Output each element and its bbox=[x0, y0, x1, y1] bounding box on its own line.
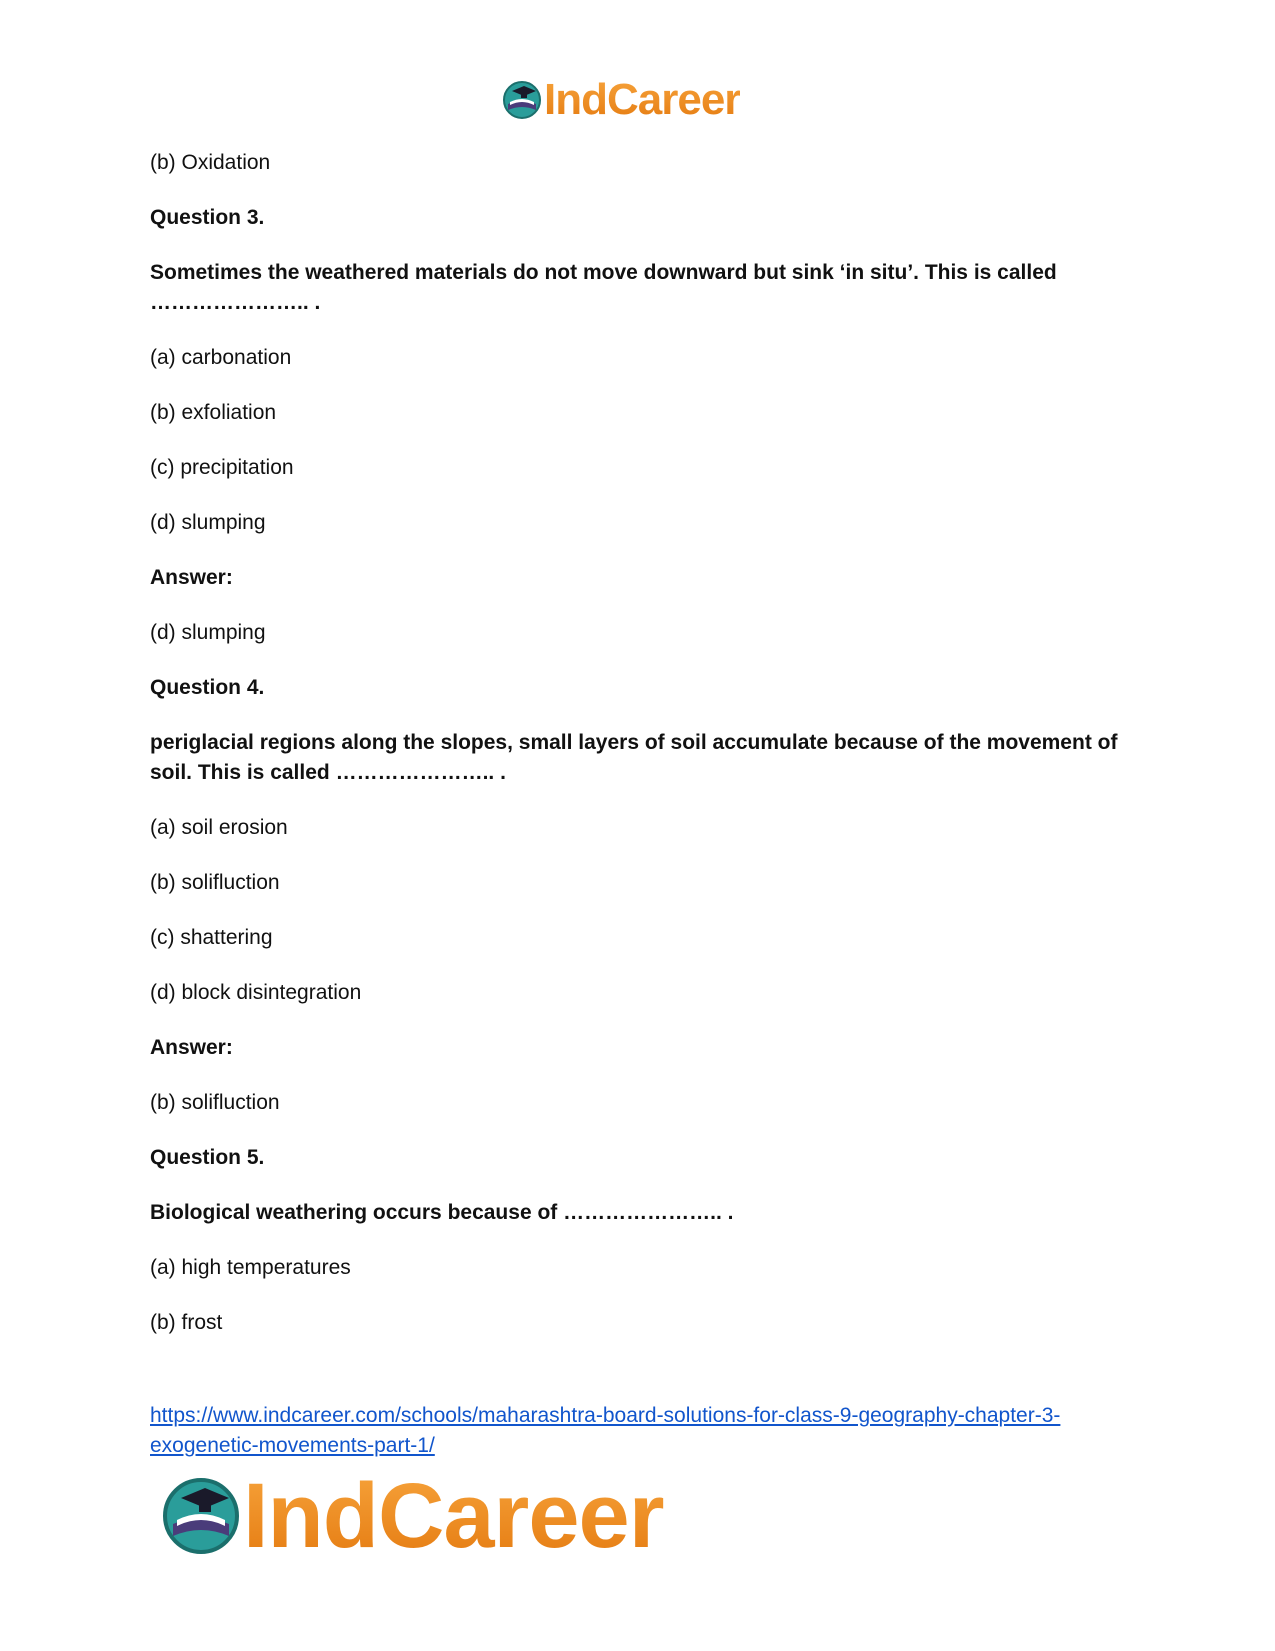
option-text: (b) solifluction bbox=[150, 1091, 280, 1114]
question-text: Question 3. bbox=[150, 206, 265, 229]
option-text: (d) slumping bbox=[150, 511, 266, 534]
question-text: Answer: bbox=[150, 1036, 233, 1059]
option-text: (a) carbonation bbox=[150, 346, 292, 369]
question-text: Sometimes the weathered materials do not move downward but sink ‘in situ’. This is called ………………….. . bbox=[150, 261, 1057, 314]
document-body bbox=[150, 148, 1140, 1363]
option-text: (d) block disintegration bbox=[150, 981, 362, 1004]
option-text: (a) high temperatures bbox=[150, 1256, 351, 1279]
option-text: (c) shattering bbox=[150, 926, 273, 949]
question-text: periglacial regions along the slopes, small layers of soil accumulate because of the movement of soil. This is called ………………….. . bbox=[150, 731, 1118, 784]
option-text: (d) slumping bbox=[150, 621, 266, 644]
source-link[interactable]: https://www.indcareer.com/schools/maharashtra-board-solutions-for-class-9-geography-chapter-3-exogenetic-movements-part-1/ bbox=[150, 1404, 1061, 1457]
globe-book-icon bbox=[161, 1476, 241, 1556]
option-text: (b) Oxidation bbox=[150, 151, 271, 174]
option-text: (b) exfoliation bbox=[150, 401, 277, 424]
question-text: Biological weathering occurs because of ………………….. . bbox=[150, 1201, 734, 1224]
logo-wordmark: IndCareer bbox=[243, 1465, 664, 1567]
question-text: Answer: bbox=[150, 566, 233, 589]
question-text: Question 4. bbox=[150, 676, 265, 699]
globe-book-icon bbox=[502, 80, 542, 120]
option-text: (c) precipitation bbox=[150, 456, 294, 479]
logo-wordmark: IndCareer bbox=[544, 75, 741, 124]
option-text: (b) frost bbox=[150, 1311, 223, 1334]
question-text: Question 5. bbox=[150, 1146, 265, 1169]
option-text: (a) soil erosion bbox=[150, 816, 288, 839]
option-text: (b) solifluction bbox=[150, 871, 280, 894]
footer-logo bbox=[161, 1465, 664, 1567]
header-logo bbox=[502, 75, 741, 124]
